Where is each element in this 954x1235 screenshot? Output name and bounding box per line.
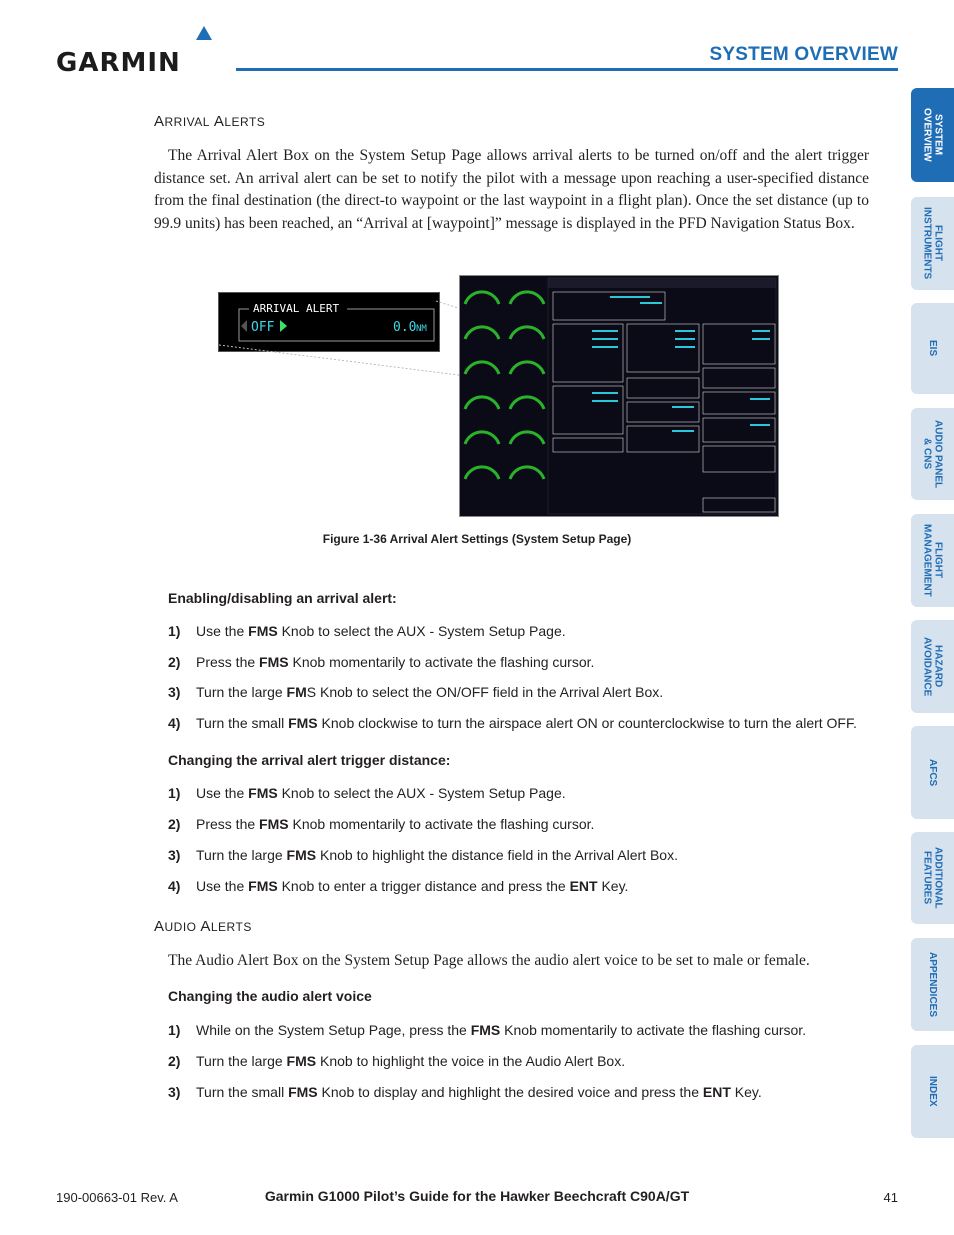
logo-wordmark: GARMIN bbox=[56, 48, 181, 78]
tab-eis[interactable]: EIS bbox=[911, 303, 954, 394]
audio-step-1: 1) While on the System Setup Page, press the FMS Knob momentarily to activate the flashing cursor. bbox=[168, 1022, 807, 1038]
tab-hazard-avoidance[interactable]: HAZARD AVOIDANCE bbox=[911, 620, 954, 713]
page-number: 41 bbox=[883, 1190, 898, 1205]
audio-alerts-paragraph: The Audio Alert Box on the System Setup Page allows the audio alert voice to be set to male or female. bbox=[168, 952, 810, 969]
enable-step-3: 3) Turn the large FMS Knob to select the ON/OFF field in the Arrival Alert Box. bbox=[168, 684, 664, 700]
inset-unit: NM bbox=[416, 324, 427, 334]
tab-additional-features[interactable]: ADDITIONAL FEATURES bbox=[911, 832, 954, 924]
tab-system-overview[interactable]: SYSTEM OVERVIEW bbox=[911, 88, 954, 182]
system-setup-screenshot bbox=[459, 275, 779, 517]
arrival-alerts-heading: ARRIVAL ALERTS bbox=[154, 113, 266, 130]
inset-distance: 0.0 bbox=[393, 320, 417, 335]
enable-step-2: 2) Press the FMS Knob momentarily to activate the flashing cursor. bbox=[168, 654, 595, 670]
distance-step-3: 3) Turn the large FMS Knob to highlight the distance field in the Arrival Alert Box. bbox=[168, 847, 678, 863]
distance-section-title: Changing the arrival alert trigger distance: bbox=[168, 752, 451, 768]
audio-section-title: Changing the audio alert voice bbox=[168, 988, 372, 1004]
tab-audio-panel[interactable]: AUDIO PANEL & CNS bbox=[911, 408, 954, 500]
tab-afcs[interactable]: AFCS bbox=[911, 726, 954, 819]
arrival-alerts-paragraph: The Arrival Alert Box on the System Setup Page allows arrival alerts to be turned on/off and the alert trigger distance set. An arrival alert can be set to notify the pilot with a message upon reaching a user-specified distance from the final destination (the direct-to waypoint or the last waypoint in a flight plan). Once the set distance (up to 99.9 units) has been reached, an “Arrival at [waypoint]” message is displayed in the PFD Navigation Status Box. bbox=[154, 147, 869, 232]
inset-state: OFF bbox=[251, 320, 275, 335]
audio-step-3: 3) Turn the small FMS Knob to display and highlight the desired voice and press the ENT Key. bbox=[168, 1084, 762, 1100]
inset-title: ARRIVAL ALERT bbox=[253, 302, 340, 315]
distance-step-4: 4) Use the FMS Knob to enter a trigger distance and press the ENT Key. bbox=[168, 878, 629, 894]
enable-step-1: 1) Use the FMS Knob to select the AUX - System Setup Page. bbox=[168, 623, 566, 639]
audio-step-2: 2) Turn the large FMS Knob to highlight the voice in the Audio Alert Box. bbox=[168, 1053, 626, 1069]
enable-step-4: 4) Turn the small FMS Knob clockwise to turn the airspace alert ON or counterclockwise to turn the alert OFF. bbox=[168, 715, 857, 731]
tab-index[interactable]: INDEX bbox=[911, 1045, 954, 1138]
doc-number: 190-00663-01 Rev. A bbox=[56, 1190, 178, 1205]
distance-step-1: 1) Use the FMS Knob to select the AUX - System Setup Page. bbox=[168, 785, 566, 801]
figure-caption: Figure 1-36 Arrival Alert Settings (System Setup Page) bbox=[322, 532, 632, 546]
tab-flight-management[interactable]: FLIGHT MANAGEMENT bbox=[911, 514, 954, 607]
audio-alerts-heading: AUDIO ALERTS bbox=[154, 918, 252, 935]
tab-flight-instruments[interactable]: FLIGHT INSTRUMENTS bbox=[911, 197, 954, 290]
tab-appendices[interactable]: APPENDICES bbox=[911, 938, 954, 1031]
enable-section-title: Enabling/disabling an arrival alert: bbox=[168, 590, 397, 606]
footer-title: Garmin G1000 Pilot’s Guide for the Hawker Beechcraft C90A/GT bbox=[264, 1188, 690, 1204]
section-title: SYSTEM OVERVIEW bbox=[709, 44, 898, 65]
distance-step-2: 2) Press the FMS Knob momentarily to activate the flashing cursor. bbox=[168, 816, 595, 832]
